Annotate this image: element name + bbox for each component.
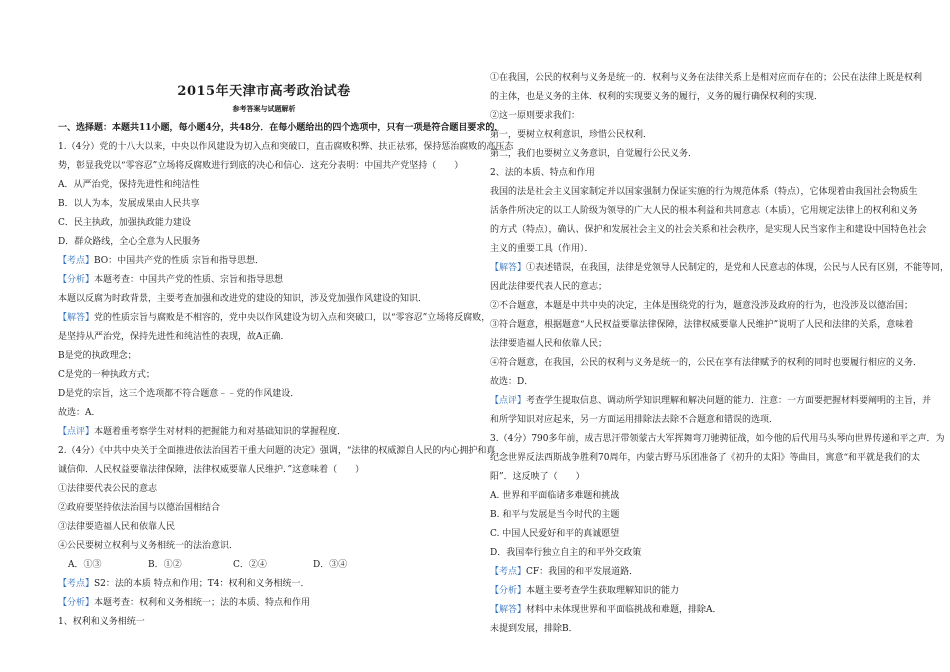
left-text-line [58,578,310,590]
right-text-line: ①在我国，公民的权利与义务是统一的．权利与义务在法律关系上是相对应而存在的；公民在法律上既是权利 [490,73,923,83]
right-text-line [490,395,931,407]
left-text-line: C是党的一种执政方式； [58,370,155,380]
right-text-line [490,262,949,274]
annotation-tag: 【点评】 [58,427,95,437]
annotation-tag: 【考点】 [58,256,95,266]
left-text-line: A．从严治党，保持先进性和纯洁性 [58,180,200,190]
left-text-line: 诚信仰．人民权益要靠法律保障，法律权威要靠人民维护．”这意味着（ ） [58,465,365,475]
annotation-text: 本题着重考察学生对材料的把握能力和对基础知识的掌握程度． [94,427,347,437]
right-text-line: ②这一原则要求我们： [490,111,581,121]
left-text-line: 势，彰显我党以“零容忍”立场将反腐败进行到底的决心和信心．这充分表明：中国共产党坚持（ ） [58,161,464,171]
annotation-tag: 【解答】 [58,313,95,323]
left-text-line [58,559,470,571]
right-text-line: ②不合题意，本题是中共中央的决定，主体是围绕党的行为，题意没涉及政府的行为，也没涉及以德治国； [490,301,914,311]
right-text-line: C. 中国人民爱好和平的真诚愿望 [490,529,620,539]
annotation-tag: 【考点】 [58,579,95,589]
annotation-text: 考查学生提取信息、调动所学知识理解和解决问题的能力．注意：一方面要把握材料要阐明的主旨，并 [526,396,932,406]
right-text-line: 我国的法是社会主义国家制定并以国家强制力保证实施的行为规范体系（特点），它体现着由我国社会物质生 [490,187,918,197]
answer-option: B．①② [148,560,182,570]
left-text-line: 故选：A． [58,408,101,418]
right-text-line [490,566,638,578]
right-text-line: 2、法的本质、特点和作用 [490,168,595,178]
right-text-line: ④符合题意，在我国，公民的权利与义务是统一的，公民在享有法律赋予的权利的同时也要履行相应的义务． [490,358,923,368]
right-text-line: 3.（4分）790多年前，成吉思汗带领蒙古大军挥舞弯刀驰骋征战，如今他的后代用马头琴向世界传递和平之声．为 [490,434,945,444]
right-text-line: 阳”．这反映了（ ） [490,472,585,482]
annotation-text: 材料中未体现世界和平面临挑战和难题，排除A． [526,605,722,615]
left-text-line [58,274,283,286]
right-text-line: 的主体，也是义务的主体．权利的实现要义务的履行，义务的履行确保权利的实现． [490,92,824,102]
annotation-tag: 【分析】 [58,598,95,608]
left-text-line: B．以人为本，发展成果由人民共享 [58,199,200,209]
right-text-line: 的方式（特点），确认、保护和发展社会主义的社会关系和社会秩序，是实现人民当家作主和建设中国特色社会 [490,225,927,235]
left-text-line: ④公民要树立权利与义务相统一的法治意识． [58,541,239,551]
left-text-line [58,597,310,609]
annotation-text: BO：中国共产党的性质 宗旨和指导思想． [94,256,265,266]
left-text-line: ③法律要造福人民和依靠人民 [58,522,176,532]
right-text-line: 第二，我们也要树立义务意识，自觉履行公民义务． [490,149,698,159]
left-text-line: 本题以反腐为时政背景，主要考查加强和改进党的建设的知识，涉及党加强作风建设的知识． [58,294,428,304]
right-text-line: 活条件所决定的以工人阶级为领导的广大人民的根本利益和共同意志（本质），它用规定法律上的权利和义务 [490,206,918,216]
left-text-line: ②政府要坚持依法治国与以德治国相结合 [58,503,221,513]
left-text-line: C．民主执政，加强执政能力建设 [58,218,191,228]
annotation-tag: 【分析】 [490,586,527,596]
right-text-line: ③符合题意，根据题意“人民权益要靠法律保障，法律权威要靠人民维护”说明了人民和法律的关系，意味着 [490,320,914,330]
right-text-line: 故选：D． [490,377,534,387]
right-text-line: B. 和平与发展是当今时代的主题 [490,510,620,520]
annotation-text: ①表述错误，在我国，法律是党领导人民制定的，是党和人民意志的体现，公民与人民有区别，不能等同， [526,263,950,273]
left-text-line: 2.（4分）《中共中央关于全面推进依法治国若干重大问题的决定》强调，“法律的权威源自人民的内心拥护和真 [58,446,496,456]
left-text-line: 1.（4分）党的十八大以来，中央以作风建设为切入点和突破口，直击腐败积弊、扶正祛邪，保持惩治腐败的高压态 [58,142,514,152]
left-text-line [58,426,346,438]
right-text-line: 法律要造福人民和依靠人民； [490,339,608,349]
left-text-line: 是坚持从严治党，保持先进性和纯洁性的表现，故A正确． [58,332,290,342]
left-text-line: D．群众路线，全心全意为人民服务 [58,237,201,247]
annotation-text: 本题考查：中国共产党的性质、宗旨和指导思想 [94,275,284,285]
annotation-text: S2：法的本质 特点和作用；T4：权利和义务相统一． [94,579,310,589]
annotation-tag: 【考点】 [490,567,527,577]
left-text-line: B是党的执政理念； [58,351,137,361]
answer-option: A．①③ [68,560,102,570]
annotation-text: 本题考查：权利和义务相统一；法的本质、特点和作用 [94,598,311,608]
left-text-line [58,312,490,324]
right-text-line: D．我国奉行独立自主的和平外交政策 [490,548,642,558]
answer-option: D．③④ [313,560,348,570]
left-text-line: D是党的宗旨，这三个选项都不符合题意﹣﹣党的作风建设． [58,389,300,399]
right-text-line: 未提到发展，排除B． [490,624,578,634]
page-title: 2015年天津市高考政治试卷 [177,84,351,99]
right-text-line: A. 世界和平面临诸多难题和挑战 [490,491,620,501]
answer-option: C．②④ [233,560,267,570]
annotation-text: CF：我国的和平发展道路． [526,567,639,577]
left-text-line: 1、权利和义务相统一 [58,617,145,627]
left-text-line: ①法律要代表公民的意志 [58,484,158,494]
annotation-tag: 【点评】 [490,396,527,406]
left-text-line [58,255,264,267]
annotation-tag: 【解答】 [490,263,527,273]
right-text-line: 第一，要树立权利意识，珍惜公民权利． [490,130,653,140]
section-heading: 一、选择题：本题共11小题，每小题4分，共48分．在每小题给出的四个选项中，只有一项是符合题目要求的． [58,123,504,133]
annotation-text: 本题主要考查学生获取理解知识的能力 [526,586,680,596]
right-text-line: 和所学知识对应起来，另一方面运用排除法去除不合题意和错误的选项． [490,415,779,425]
page-subtitle: 参考答案与试题解析 [232,104,296,113]
right-text-line: 纪念世界反法西斯战争胜利70周年，内蒙古野马乐团准备了《初升的太阳》等曲目，寓意“和平就是我们的太 [490,453,921,463]
right-text-line: 主义的重要工具（作用）． [490,244,594,254]
annotation-text: 党的性质宗旨与腐败是不相容的，党中央以作风建设为切入点和突破口，以“零容忍”立场将反腐败， [94,313,491,323]
right-text-line [490,604,722,616]
right-text-line [490,585,679,597]
annotation-tag: 【解答】 [490,605,527,615]
right-text-line: 因此法律要代表人民的意志； [490,282,608,292]
annotation-tag: 【分析】 [58,275,95,285]
